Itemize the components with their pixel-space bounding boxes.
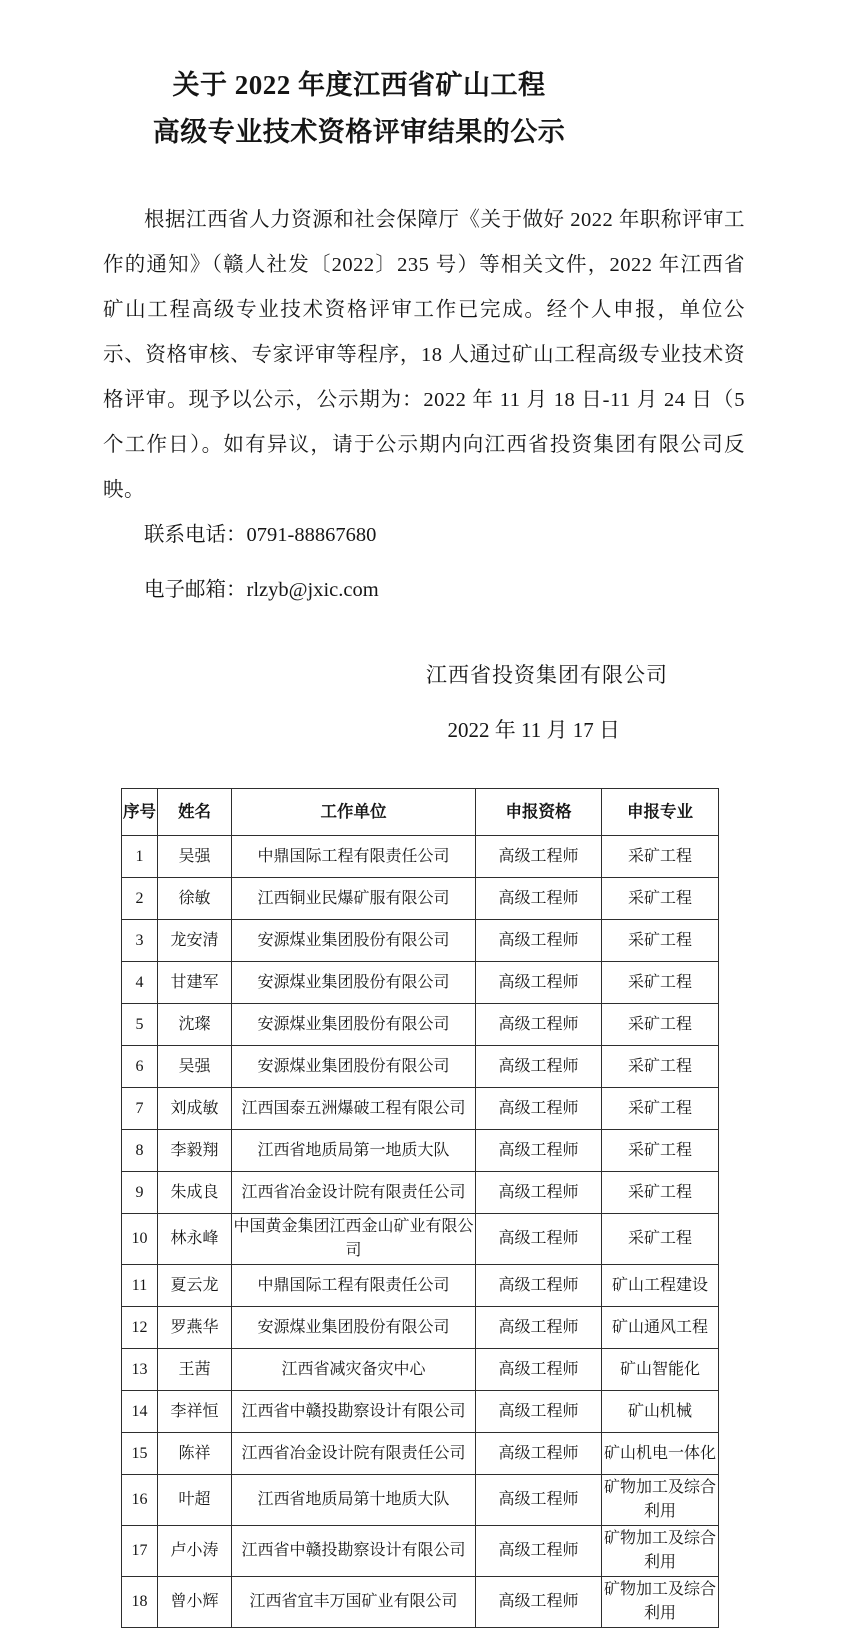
cell-major: 矿山机电一体化 <box>602 1433 719 1475</box>
cell-index: 15 <box>122 1433 158 1475</box>
cell-qualification: 高级工程师 <box>476 1526 602 1577</box>
col-header-name: 姓名 <box>158 789 232 836</box>
cell-qualification: 高级工程师 <box>476 1307 602 1349</box>
cell-work-unit: 安源煤业集团股份有限公司 <box>232 962 476 1004</box>
cell-major: 矿山工程建设 <box>602 1265 719 1307</box>
cell-name: 甘建军 <box>158 962 232 1004</box>
cell-work-unit: 江西铜业民爆矿服有限公司 <box>232 878 476 920</box>
cell-qualification: 高级工程师 <box>476 1349 602 1391</box>
cell-name: 曾小辉 <box>158 1577 232 1628</box>
table-header <box>122 789 719 836</box>
cell-work-unit: 中鼎国际工程有限责任公司 <box>232 1265 476 1307</box>
cell-qualification: 高级工程师 <box>476 1265 602 1307</box>
cell-work-unit: 安源煤业集团股份有限公司 <box>232 1004 476 1046</box>
cell-name: 徐敏 <box>158 878 232 920</box>
cell-work-unit: 安源煤业集团股份有限公司 <box>232 1046 476 1088</box>
cell-qualification: 高级工程师 <box>476 1046 602 1088</box>
cell-work-unit: 江西省减灾备灾中心 <box>232 1349 476 1391</box>
cell-major: 矿物加工及综合利用 <box>602 1475 719 1526</box>
col-header-work-unit: 工作单位 <box>232 789 476 836</box>
table-row <box>122 1214 719 1265</box>
table-row <box>122 1577 719 1628</box>
table-body <box>122 836 719 1628</box>
cell-qualification: 高级工程师 <box>476 920 602 962</box>
cell-major: 矿山机械 <box>602 1391 719 1433</box>
table-row <box>122 1046 719 1088</box>
table-row <box>122 962 719 1004</box>
cell-major: 矿物加工及综合利用 <box>602 1526 719 1577</box>
cell-name: 刘成敏 <box>158 1088 232 1130</box>
cell-index: 6 <box>122 1046 158 1088</box>
cell-qualification: 高级工程师 <box>476 1391 602 1433</box>
cell-name: 吴强 <box>158 836 232 878</box>
cell-index: 16 <box>122 1475 158 1526</box>
cell-major: 采矿工程 <box>602 878 719 920</box>
table-row <box>122 1004 719 1046</box>
cell-major: 矿山智能化 <box>602 1349 719 1391</box>
contact-email-label: 电子邮箱： <box>144 579 247 601</box>
cell-work-unit: 江西国泰五洲爆破工程有限公司 <box>232 1088 476 1130</box>
cell-qualification: 高级工程师 <box>476 1433 602 1475</box>
title-line-1: 关于 2022 年度江西省矿山工程 <box>172 70 546 100</box>
cell-qualification: 高级工程师 <box>476 836 602 878</box>
cell-qualification: 高级工程师 <box>476 1172 602 1214</box>
col-header-index: 序号 <box>122 789 158 836</box>
cell-major: 采矿工程 <box>602 1004 719 1046</box>
cell-qualification: 高级工程师 <box>476 1214 602 1265</box>
cell-major: 矿物加工及综合利用 <box>602 1577 719 1628</box>
cell-name: 李毅翔 <box>158 1130 232 1172</box>
contact-phone-label: 联系电话： <box>144 524 247 546</box>
contact-phone-line <box>103 513 745 558</box>
cell-major: 采矿工程 <box>602 962 719 1004</box>
table-row <box>122 1475 719 1526</box>
col-header-qualification: 申报资格 <box>476 789 602 836</box>
cell-index: 17 <box>122 1526 158 1577</box>
table-row <box>122 920 719 962</box>
title-line-2: 高级专业技术资格评审结果的公示 <box>152 117 566 147</box>
cell-major: 采矿工程 <box>602 1046 719 1088</box>
cell-qualification: 高级工程师 <box>476 1004 602 1046</box>
document-title <box>103 62 615 156</box>
cell-index: 11 <box>122 1265 158 1307</box>
cell-index: 2 <box>122 878 158 920</box>
cell-work-unit: 江西省地质局第十地质大队 <box>232 1475 476 1526</box>
table-row <box>122 1526 719 1577</box>
cell-qualification: 高级工程师 <box>476 1577 602 1628</box>
cell-index: 10 <box>122 1214 158 1265</box>
cell-index: 3 <box>122 920 158 962</box>
results-table <box>121 788 719 1628</box>
cell-work-unit: 江西省中赣投勘察设计有限公司 <box>232 1391 476 1433</box>
signature-organization: 江西省投资集团有限公司 <box>426 663 668 687</box>
cell-work-unit: 江西省冶金设计院有限责任公司 <box>232 1172 476 1214</box>
cell-major: 采矿工程 <box>602 1130 719 1172</box>
cell-major: 采矿工程 <box>602 1088 719 1130</box>
signature-date: 2022 年 11 月 17 日 <box>447 718 620 742</box>
cell-name: 林永峰 <box>158 1214 232 1265</box>
body-paragraph: 根据江西省人力资源和社会保障厅《关于做好 2022 年职称评审工作的通知》（赣人社发〔2022〕235 号）等相关文件，2022 年江西省矿山工程高级专业技术资格评审工作已完成。经个人申报，单位公示、资格审核、专家评审等程序，18 人通过矿山工程高级专业技术资格评审。现予以公示，公示期为：2022 年 11 月 18 日-11 月 24 日（5 个工作日）。如有异议，请于公示期内向江西省投资集团有限公司反映。 <box>103 209 745 501</box>
cell-name: 吴强 <box>158 1046 232 1088</box>
cell-index: 4 <box>122 962 158 1004</box>
table-row <box>122 878 719 920</box>
cell-name: 王茜 <box>158 1349 232 1391</box>
cell-major: 矿山通风工程 <box>602 1307 719 1349</box>
cell-name: 朱成良 <box>158 1172 232 1214</box>
cell-qualification: 高级工程师 <box>476 1130 602 1172</box>
cell-work-unit: 安源煤业集团股份有限公司 <box>232 920 476 962</box>
cell-name: 沈璨 <box>158 1004 232 1046</box>
table-row <box>122 1130 719 1172</box>
cell-name: 卢小涛 <box>158 1526 232 1577</box>
cell-index: 12 <box>122 1307 158 1349</box>
table-row <box>122 1172 719 1214</box>
cell-qualification: 高级工程师 <box>476 962 602 1004</box>
cell-index: 9 <box>122 1172 158 1214</box>
cell-name: 叶超 <box>158 1475 232 1526</box>
cell-index: 8 <box>122 1130 158 1172</box>
cell-work-unit: 中鼎国际工程有限责任公司 <box>232 836 476 878</box>
cell-name: 陈祥 <box>158 1433 232 1475</box>
cell-index: 13 <box>122 1349 158 1391</box>
table-row <box>122 1265 719 1307</box>
cell-index: 18 <box>122 1577 158 1628</box>
cell-major: 采矿工程 <box>602 1172 719 1214</box>
cell-major: 采矿工程 <box>602 920 719 962</box>
table-row <box>122 1391 719 1433</box>
table-row <box>122 1307 719 1349</box>
table-row <box>122 836 719 878</box>
cell-name: 李祥恒 <box>158 1391 232 1433</box>
col-header-major: 申报专业 <box>602 789 719 836</box>
cell-work-unit: 江西省地质局第一地质大队 <box>232 1130 476 1172</box>
table-row <box>122 1433 719 1475</box>
contact-email-line <box>103 568 745 613</box>
cell-work-unit: 江西省宜丰万国矿业有限公司 <box>232 1577 476 1628</box>
cell-major: 采矿工程 <box>602 836 719 878</box>
cell-work-unit: 江西省冶金设计院有限责任公司 <box>232 1433 476 1475</box>
cell-index: 1 <box>122 836 158 878</box>
contact-email-value: rlzyb@jxic.com <box>246 579 379 601</box>
cell-name: 罗燕华 <box>158 1307 232 1349</box>
cell-work-unit: 安源煤业集团股份有限公司 <box>232 1307 476 1349</box>
table-row <box>122 1349 719 1391</box>
cell-name: 夏云龙 <box>158 1265 232 1307</box>
contact-phone-value: 0791-88867680 <box>246 524 377 546</box>
cell-work-unit: 江西省中赣投勘察设计有限公司 <box>232 1526 476 1577</box>
cell-index: 14 <box>122 1391 158 1433</box>
cell-name: 龙安清 <box>158 920 232 962</box>
cell-qualification: 高级工程师 <box>476 1475 602 1526</box>
cell-index: 5 <box>122 1004 158 1046</box>
cell-major: 采矿工程 <box>602 1214 719 1265</box>
cell-qualification: 高级工程师 <box>476 878 602 920</box>
cell-qualification: 高级工程师 <box>476 1088 602 1130</box>
table-row <box>122 1088 719 1130</box>
table-header-row <box>122 789 719 836</box>
cell-index: 7 <box>122 1088 158 1130</box>
cell-work-unit: 中国黄金集团江西金山矿业有限公司 <box>232 1214 476 1265</box>
